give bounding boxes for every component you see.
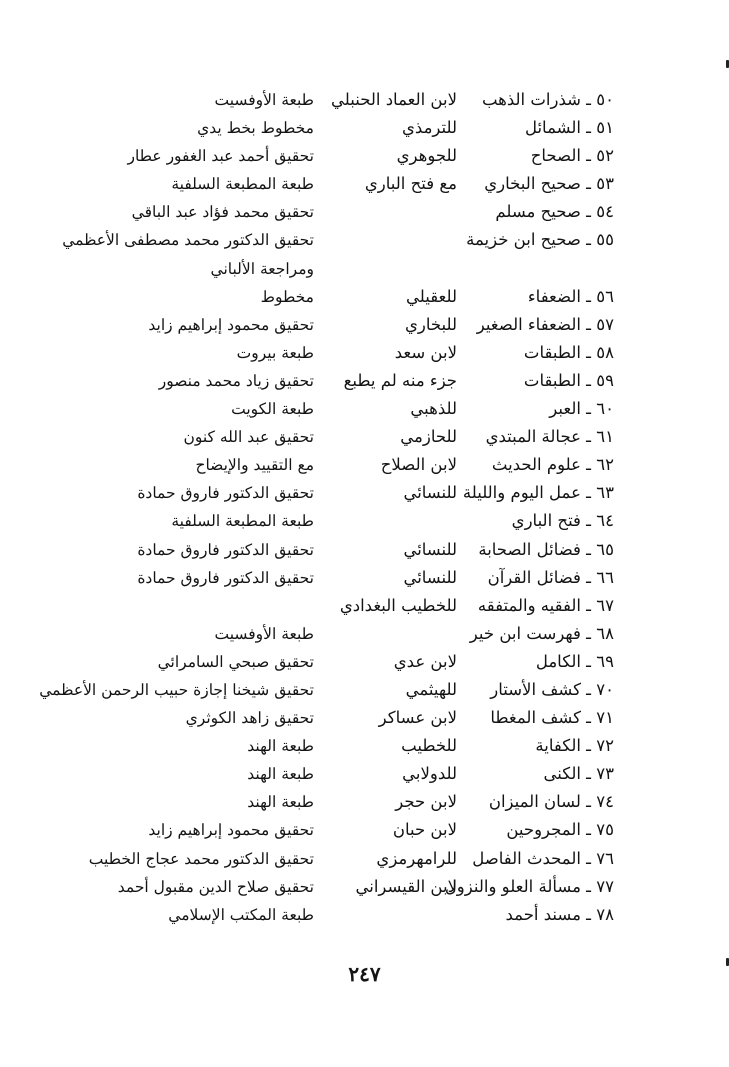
reference-author: للخطيب — [401, 736, 457, 756]
reference-row — [0, 536, 729, 564]
reference-row — [0, 901, 729, 929]
reference-title: ٥٦ ـ الضعفاء — [527, 286, 614, 306]
reference-row — [0, 198, 729, 226]
reference-title: ٦٢ ـ علوم الحديث — [491, 455, 614, 475]
reference-title: ٥٩ ـ الطبقات — [523, 370, 614, 390]
reference-edition-note: مع التقييد والإيضاح — [195, 456, 314, 475]
reference-edition-note: تحقيق الدكتور فاروق حمادة — [137, 484, 314, 503]
reference-author: للذهبي — [410, 399, 457, 419]
reference-title: ٥٤ ـ صحيح مسلم — [495, 202, 614, 222]
reference-author: للخطيب البغدادي — [339, 595, 457, 615]
reference-title: ٧٨ ـ مسند أحمد — [505, 904, 614, 924]
reference-row — [0, 816, 729, 844]
reference-row — [0, 226, 729, 254]
reference-row — [0, 648, 729, 676]
reference-row — [0, 114, 729, 142]
reference-row — [0, 339, 729, 367]
reference-author: جزء منه لم يطبع — [343, 370, 457, 390]
reference-edition-note: طبعة الأوفسيت — [214, 624, 314, 643]
reference-title: ٦٣ ـ عمل اليوم والليلة — [462, 483, 614, 503]
reference-edition-note: ومراجعة الألباني — [210, 259, 314, 278]
reference-title: ٧٤ ـ لسان الميزان — [488, 792, 614, 812]
reference-edition-note: طبعة الكويت — [231, 400, 314, 419]
reference-row — [0, 732, 729, 760]
reference-row — [0, 395, 729, 423]
reference-author: للعقيلي — [406, 286, 457, 306]
reference-title: ٥٢ ـ الصحاح — [530, 146, 614, 166]
reference-edition-note: تحقيق الدكتور محمد عجاج الخطيب — [88, 849, 314, 868]
reference-list — [0, 86, 729, 929]
reference-title: ٦٦ ـ فضائل القرآن — [487, 567, 614, 587]
reference-row — [0, 283, 729, 311]
reference-row — [0, 564, 729, 592]
reference-author: للجوهري — [396, 146, 457, 166]
reference-author: للهيثمي — [405, 679, 457, 699]
reference-title: ٦٨ ـ فهرست ابن خير — [469, 623, 614, 643]
reference-author: للدولابي — [402, 764, 457, 784]
reference-title: ٥٣ ـ صحيح البخاري — [484, 174, 614, 194]
reference-row — [0, 592, 729, 620]
reference-title: ٦١ ـ عجالة المبتدي — [485, 427, 614, 447]
reference-title: ٥١ ـ الشمائل — [524, 118, 614, 138]
reference-author: لابن عدي — [393, 651, 457, 671]
reference-title: ٦٤ ـ فتح الباري — [511, 511, 614, 531]
reference-edition-note: تحقيق زاهد الكوثري — [185, 709, 314, 728]
reference-title: ٦٥ ـ فضائل الصحابة — [478, 539, 614, 559]
reference-row — [0, 86, 729, 114]
reference-edition-note: تحقيق شيخنا إجازة حبيب الرحمن الأعظمي — [39, 680, 314, 699]
reference-title: ٧١ ـ كشف المغطا — [490, 708, 614, 728]
reference-row — [0, 255, 729, 283]
reference-row — [0, 620, 729, 648]
reference-edition-note: طبعة المطبعة السلفية — [171, 512, 314, 531]
reference-edition-note: تحقيق الدكتور محمد مصطفى الأعظمي — [62, 231, 314, 250]
reference-edition-note: تحقيق أحمد عبد الغفور عطار — [127, 147, 314, 166]
reference-title: ٥٨ ـ الطبقات — [523, 342, 614, 362]
reference-author: لابن سعد — [394, 342, 457, 362]
reference-author: لابن العماد الحنبلي — [331, 90, 457, 109]
reference-edition-note: طبعة المكتب الإسلامي — [168, 905, 314, 924]
reference-author: لابن عساكر — [378, 708, 457, 728]
reference-row — [0, 788, 729, 816]
reference-edition-note: تحقيق محمود إبراهيم زايد — [148, 315, 314, 334]
reference-title: ٥٥ ـ صحيح ابن خزيمة — [466, 230, 614, 250]
reference-row — [0, 367, 729, 395]
reference-author: للبخاري — [404, 314, 457, 334]
reference-author: للرامهرمزي — [376, 848, 457, 868]
reference-edition-note: تحقيق صلاح الدين مقبول أحمد — [117, 877, 314, 896]
reference-row — [0, 451, 729, 479]
reference-author: مع فتح الباري — [364, 174, 457, 194]
reference-edition-note: مخطوط — [260, 287, 314, 306]
reference-row — [0, 704, 729, 732]
reference-title: ٦٩ ـ الكامل — [535, 651, 614, 671]
reference-author: لابن حجر — [395, 792, 457, 812]
reference-edition-note: تحقيق زياد محمد منصور — [158, 371, 314, 390]
reference-title: ٧٥ ـ المجروحين — [506, 820, 614, 840]
reference-row — [0, 760, 729, 788]
reference-author: للترمذي — [402, 118, 457, 138]
reference-title: ٧٣ ـ الكنى — [543, 764, 614, 784]
reference-author: للنسائي — [403, 567, 457, 587]
reference-author: للنسائي — [403, 483, 457, 503]
reference-author: للحازمي — [400, 427, 457, 447]
reference-row — [0, 873, 729, 901]
reference-edition-note: طبعة المطبعة السلفية — [171, 175, 314, 194]
reference-edition-note: طبعة الهند — [247, 765, 314, 784]
reference-edition-note: تحقيق محمد فؤاد عبد الباقي — [131, 203, 314, 222]
reference-row — [0, 142, 729, 170]
reference-title: ٥٧ ـ الضعفاء الصغير — [476, 314, 614, 334]
reference-edition-note: مخطوط بخط يدي — [197, 119, 314, 138]
reference-row — [0, 507, 729, 535]
reference-row — [0, 170, 729, 198]
reference-edition-note: تحقيق الدكتور فاروق حمادة — [137, 568, 314, 587]
reference-title: ٧٦ ـ المحدث الفاصل — [472, 848, 614, 868]
reference-row — [0, 311, 729, 339]
reference-author: لابن الصلاح — [380, 455, 457, 475]
reference-title: ٥٠ ـ شذرات الذهب — [481, 90, 614, 109]
reference-title: ٧٢ ـ الكفاية — [535, 736, 614, 756]
reference-edition-note: طبعة الهند — [247, 737, 314, 756]
reference-title: ٧٠ ـ كشف الأستار — [490, 679, 614, 699]
reference-edition-note: تحقيق محمود إبراهيم زايد — [148, 821, 314, 840]
reference-row — [0, 479, 729, 507]
reference-title: ٦٧ ـ الفقيه والمتفقه — [477, 595, 614, 615]
page-number: ٢٤٧ — [348, 962, 381, 986]
reference-row — [0, 845, 729, 873]
reference-author: لابن حبان — [392, 820, 457, 840]
reference-author: للنسائي — [403, 539, 457, 559]
reference-edition-note: طبعة الأوفسيت — [214, 91, 314, 109]
reference-title: ٧٧ ـ مسألة العلو والنزول — [444, 876, 614, 896]
reference-edition-note: تحقيق الدكتور فاروق حمادة — [137, 540, 314, 559]
reference-title: ٦٠ ـ العبر — [549, 399, 614, 419]
reference-edition-note: طبعة الهند — [247, 793, 314, 812]
reference-author: لابن القيسراني — [355, 876, 457, 896]
reference-edition-note: تحقيق عبد الله كنون — [183, 428, 314, 447]
reference-edition-note: تحقيق صبحي السامرائي — [157, 652, 314, 671]
reference-edition-note: طبعة بيروت — [236, 343, 314, 362]
reference-row — [0, 676, 729, 704]
reference-row — [0, 423, 729, 451]
